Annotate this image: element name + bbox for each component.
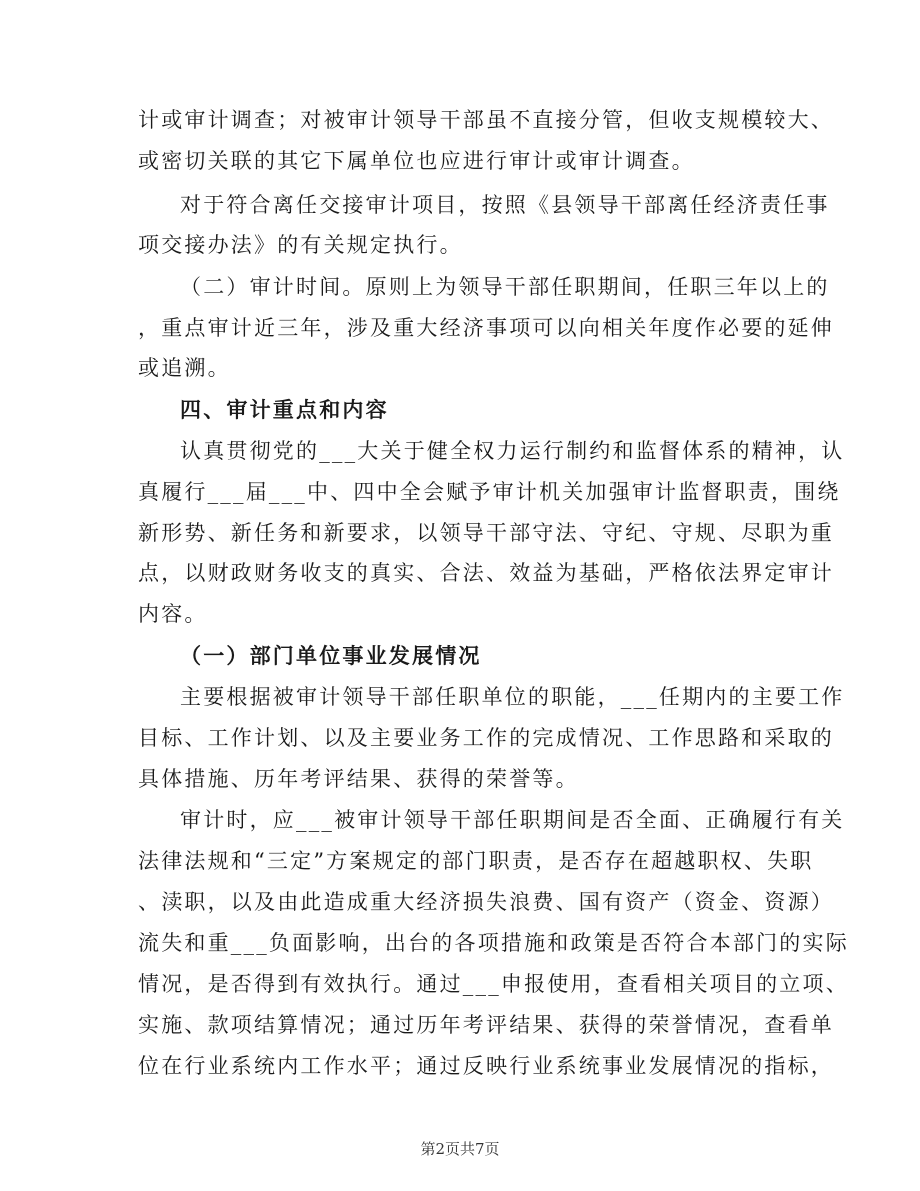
text-line: 对于符合离任交接审计项目，按照《县领导干部离任经济责任事 [180,193,830,217]
text-line: 计或审计调查；对被审计领导干部虽不直接分管，但收支规模较大、 [138,108,834,132]
page-number-footer: 第2页共7页 [420,1140,500,1158]
text-line: 流失和重___负面影响，出台的各项措施和政策是否符合本部门的实际 [138,931,849,955]
text-line: 内容。 [138,602,208,626]
text-line: 法律法规和“三定”方案规定的部门职责，是否存在超越职权、失职 [138,849,814,873]
text-line: 、渎职，以及由此造成重大经济损失浪费、国有资产（资金、资源） [138,890,834,914]
text-line: 或追溯。 [138,356,231,380]
text-line: 具体措施、历年考评结果、获得的荣誉等。 [138,767,579,791]
text-line: 主要根据被审计领导干部任职单位的职能，___任期内的主要工作 [180,685,845,709]
text-line: ，重点审计近三年，涉及重大经济事项可以向相关年度作必要的延伸 [138,316,834,340]
subsection-heading: （一）部门单位事业发展情况 [180,643,482,668]
text-line: 目标、工作计划、以及主要业务工作的完成情况、工作思路和采取的 [138,726,834,750]
text-line: 或密切关联的其它下属单位也应进行审计或审计调查。 [138,149,695,173]
text-line: 实施、款项结算情况；通过历年考评结果、获得的荣誉情况，查看单 [138,1013,834,1037]
text-line: （二）审计时间。原则上为领导干部任职期间，任职三年以上的 [180,275,830,299]
text-line: 新形势、新任务和新要求，以领导干部守法、守纪、守规、尽职为重 [138,521,834,545]
text-line: 认真贯彻党的___大关于健全权力运行制约和监督体系的精神，认 [180,439,845,463]
text-line: 情况，是否得到有效执行。通过___申报使用，查看相关项目的立项、 [138,972,849,996]
text-line: 审计时，应___被审计领导干部任职期间是否全面、正确履行有关 [180,808,845,832]
text-line: 位在行业系统内工作水平；通过反映行业系统事业发展情况的指标， [138,1054,834,1078]
text-line: 点，以财政财务收支的真实、合法、效益为基础，严格依法界定审计 [138,561,834,585]
text-line: 真履行___届___中、四中全会赋予审计机关加强审计监督职责，围绕 [138,480,841,504]
text-line: 项交接办法》的有关规定执行。 [138,233,463,257]
section-heading: 四、审计重点和内容 [180,397,389,422]
